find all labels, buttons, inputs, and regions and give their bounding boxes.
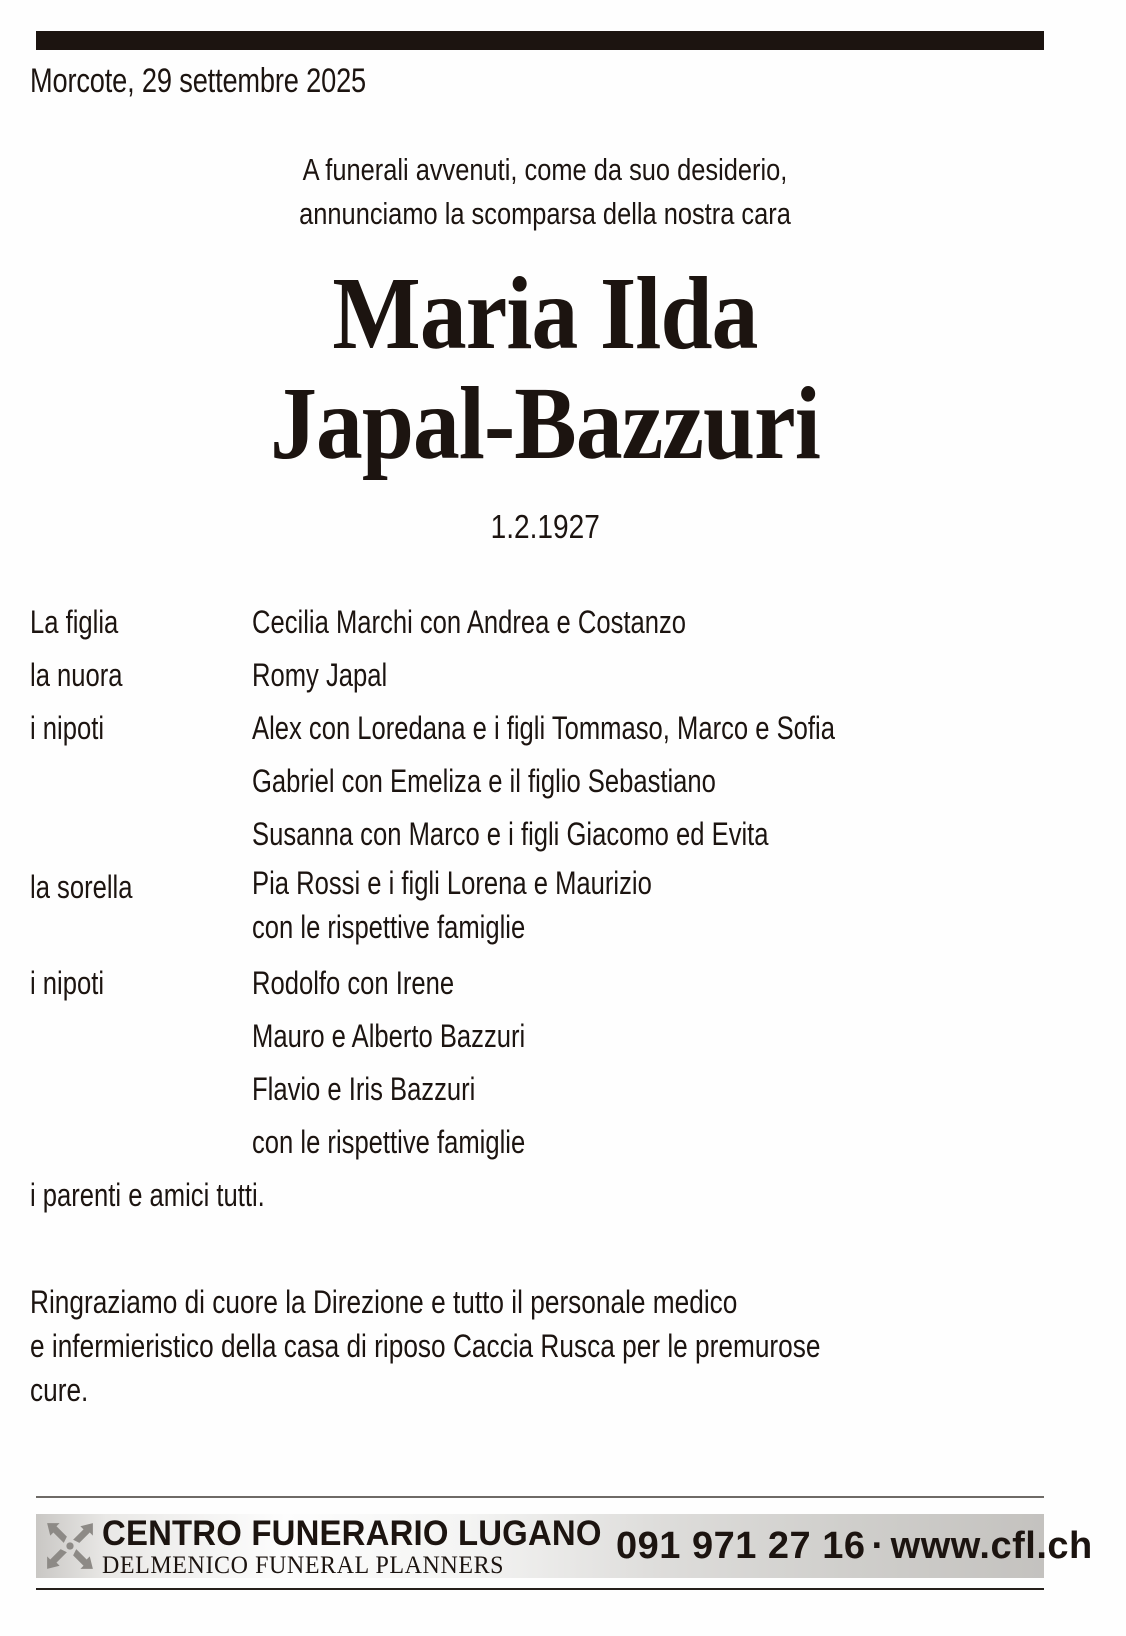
- family-names: Rodolfo con Irene Mauro e Alberto Bazzuri Flavio e Iris Bazzuri con le rispettive famiglie: [252, 965, 526, 1160]
- funeral-home-footer: [36, 1514, 1093, 1579]
- thanks-line-1: Ringraziamo di cuore la Direzione e tutto il personale medico: [30, 1284, 738, 1320]
- brand-name: CENTRO FUNERARIO LUGANO: [102, 1514, 602, 1553]
- bottom-rule: [36, 1588, 1044, 1590]
- family-row: [30, 702, 1090, 861]
- family-list: [30, 596, 1090, 1169]
- deceased-first-name: Maria Ilda: [332, 256, 758, 371]
- top-black-rule: [36, 31, 1044, 50]
- intro-line-2: annunciamo la scomparsa della nostra cara: [299, 196, 791, 231]
- family-relation-label: i nipoti: [30, 965, 104, 1001]
- family-relation-label: la nuora: [30, 657, 123, 693]
- family-names: Cecilia Marchi con Andrea e Costanzo: [252, 604, 686, 640]
- website-url[interactable]: www.cfl.ch: [890, 1525, 1093, 1567]
- thanks-line-3: cure.: [30, 1372, 89, 1408]
- deceased-last-name: Japal-Bazzuri: [270, 366, 820, 481]
- contact-info: [616, 1524, 1093, 1568]
- family-row: [30, 649, 1090, 702]
- phone-number[interactable]: 091 971 27 16: [616, 1525, 866, 1567]
- brand-tagline: DELMENICO FUNERAL PLANNERS: [102, 1552, 505, 1579]
- intro-text: [0, 148, 1090, 236]
- family-row: [30, 957, 1090, 1169]
- birth-date: 1.2.1927: [490, 508, 600, 545]
- family-names: Alex con Loredana e i figli Tommaso, Marco e Sofia Gabriel con Emeliza e il figlio Sebastiano Susanna con Marco e i figli Giacomo ed Evita: [252, 710, 835, 852]
- family-row: [30, 861, 1090, 949]
- intro-line-1: A funerali avvenuti, come da suo desiderio,: [302, 152, 788, 187]
- family-relation-label: La figlia: [30, 604, 119, 640]
- family-relation-label: i nipoti: [30, 710, 104, 746]
- thanks-line-2: e infermieristico della casa di riposo Caccia Rusca per le premurose: [30, 1328, 821, 1364]
- family-relation-label: la sorella: [30, 869, 133, 905]
- family-names: Pia Rossi e i figli Lorena e Maurizio con le rispettive famiglie: [252, 865, 652, 945]
- converging-arrows-icon: [44, 1519, 96, 1573]
- family-names: Romy Japal: [252, 657, 388, 693]
- deceased-name: [0, 256, 1090, 481]
- footer-divider-rule: [36, 1496, 1044, 1498]
- brand-lockup: [102, 1515, 622, 1579]
- place-and-date: Morcote, 29 settembre 2025: [30, 62, 367, 100]
- relatives-and-friends-line: i parenti e amici tutti.: [30, 1177, 265, 1213]
- thanks-paragraph: [30, 1280, 1090, 1412]
- family-row: [30, 596, 1090, 649]
- contact-separator: ·: [871, 1525, 885, 1567]
